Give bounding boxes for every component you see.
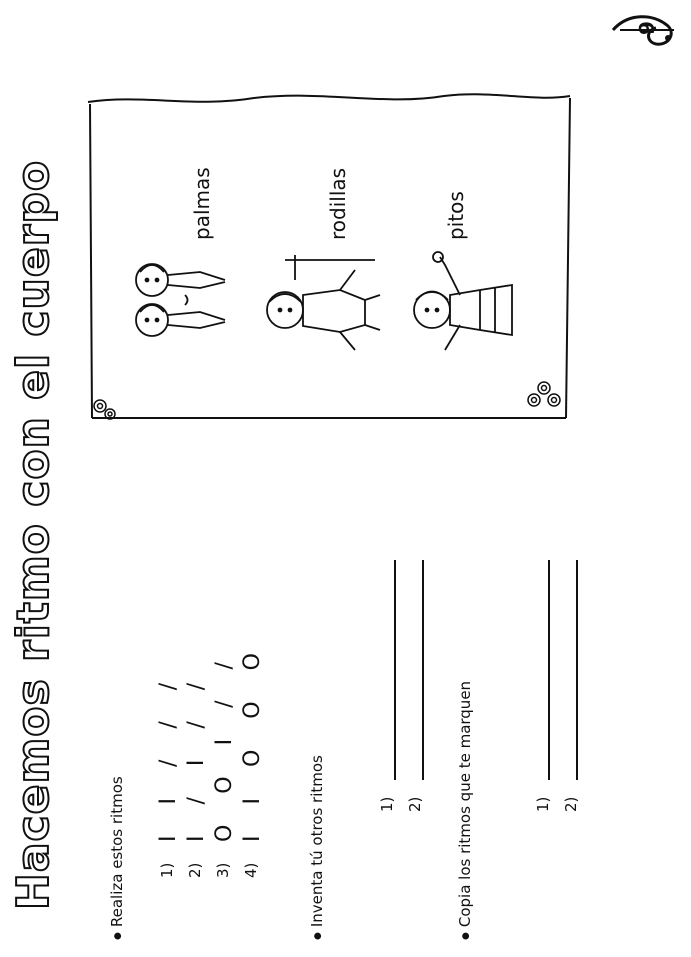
rhythm-row: O O I / / bbox=[212, 650, 237, 842]
kids-clapping-icon bbox=[130, 250, 240, 350]
answer-line[interactable] bbox=[394, 560, 396, 780]
row-number: 2) bbox=[562, 796, 580, 812]
row-number: 1) bbox=[378, 796, 396, 812]
answer-line[interactable] bbox=[422, 560, 424, 780]
row-number: 3) bbox=[214, 862, 232, 878]
row-number: 1) bbox=[534, 796, 552, 812]
kid-snapping-fingers-icon bbox=[400, 245, 530, 360]
row-number: 2) bbox=[406, 796, 424, 812]
section3-heading: ● Copia los ritmos que te marquen bbox=[456, 681, 474, 940]
section1-heading: ● Realiza estos ritmos bbox=[108, 776, 126, 940]
row-number: 2) bbox=[186, 862, 204, 878]
row-number: 4) bbox=[242, 862, 260, 878]
row-number: 1) bbox=[158, 862, 176, 878]
rhythm-row: I I O O O bbox=[240, 641, 265, 842]
answer-line[interactable] bbox=[576, 560, 578, 780]
legend-label-rodillas: rodillas bbox=[326, 167, 350, 240]
rhythm-row: I I / / / bbox=[156, 670, 181, 842]
section2-heading: ● Inventa tú otros ritmos bbox=[308, 755, 326, 940]
answer-line[interactable] bbox=[548, 560, 550, 780]
page-number: 9 bbox=[634, 21, 659, 35]
legend-label-pitos: pitos bbox=[444, 191, 468, 240]
legend-label-palmas: palmas bbox=[190, 167, 214, 240]
rhythm-row: I / I / / bbox=[184, 670, 209, 842]
kid-patting-knees-icon bbox=[255, 250, 385, 360]
page-title: Hacemos ritmo con el cuerpo bbox=[8, 159, 59, 910]
